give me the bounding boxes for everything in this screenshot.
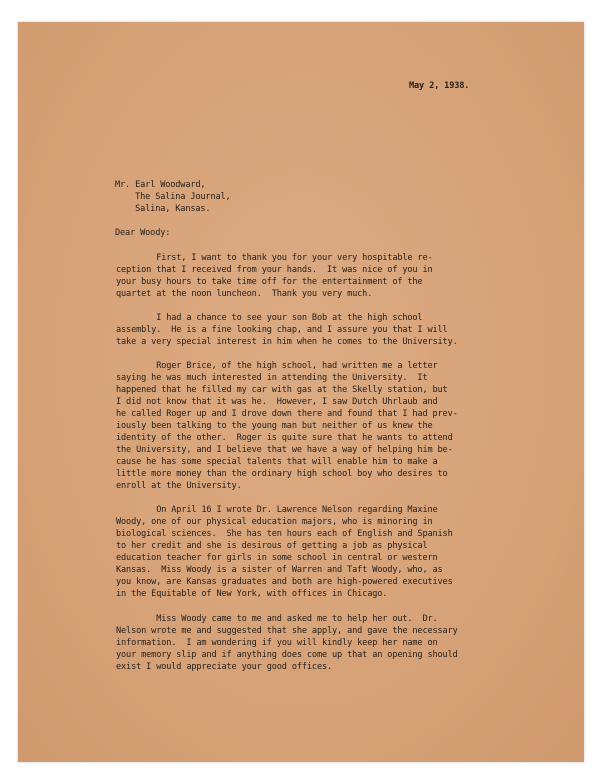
text-line: cause he has some special talents that will enable him to make a: [116, 457, 438, 467]
text-line: ception that I received from your hands. It was nice of you in: [116, 265, 433, 275]
text-line: I had a chance to see your son Bob at the high school: [116, 313, 423, 323]
text-line: Miss Woody came to me and asked me to help her out. Dr.: [116, 614, 438, 624]
text-line: identity of the other. Roger is quite sure that he wants to attend: [116, 433, 453, 443]
text-line: happened that he filled my car with gas at the Skelly station, but: [116, 385, 448, 395]
text-line: saying he was much interested in attending the University. It: [116, 373, 428, 383]
text-line: quartet at the noon luncheon. Thank you very much.: [116, 289, 373, 299]
text-line: to her credit and she is desirous of getting a job as physical: [116, 541, 428, 551]
text-line: your busy hours to take time off for the entertainment of the: [116, 277, 423, 287]
text-line: he called Roger up and I drove down there and found that I had prev-: [116, 409, 458, 419]
salutation: Dear Woody:: [115, 228, 171, 238]
text-line: your memory slip and if anything does come up that an opening should: [116, 650, 458, 660]
text-line: Nelson wrote me and suggested that she apply, and gave the necessary: [116, 626, 458, 636]
letter-date: May 2, 1938.: [409, 81, 470, 91]
text-line: take a very special interest in him when he comes to the University.: [116, 337, 458, 347]
text-line: you know, are Kansas graduates and both are high-powered executives: [116, 577, 453, 587]
text-line: the University, and I believe that we have a way of helping him be-: [116, 445, 453, 455]
text-line: First, I want to thank you for your very hospitable re-: [116, 253, 433, 263]
text-line: I did not know that it was he. However, I saw Dutch Uhrlaub and: [116, 397, 438, 407]
text-line: education teacher for girls in some school in central or western: [116, 553, 438, 563]
recipient-organization: The Salina Journal,: [115, 192, 231, 202]
text-line: biological sciences. She has ten hours each of English and Spanish: [116, 529, 453, 539]
text-line: Roger Brice, of the high school, had written me a letter: [116, 361, 438, 371]
text-line: Kansas. Miss Woody is a sister of Warren and Taft Woody, who, as: [116, 565, 443, 575]
text-line: enroll at the University.: [116, 481, 242, 491]
text-line: in the Equitable of New York, with offices in Chicago.: [116, 589, 388, 599]
text-line: little more money than the ordinary high school boy who desires to: [116, 469, 448, 479]
text-line: exist I would appreciate your good offices.: [116, 662, 333, 672]
recipient-name: Mr. Earl Woodward,: [115, 180, 206, 190]
text-line: Woody, one of our physical education majors, who is minoring in: [116, 517, 433, 527]
text-line: iously been talking to the young man but neither of us knew the: [116, 421, 433, 431]
text-line: information. I am wondering if you will kindly keep her name on: [116, 638, 438, 648]
letter-page: [18, 22, 584, 762]
recipient-city: Salina, Kansas.: [115, 204, 211, 214]
text-line: On April 16 I wrote Dr. Lawrence Nelson regarding Maxine: [116, 505, 438, 515]
text-line: assembly. He is a fine looking chap, and I assure you that I will: [116, 325, 448, 335]
